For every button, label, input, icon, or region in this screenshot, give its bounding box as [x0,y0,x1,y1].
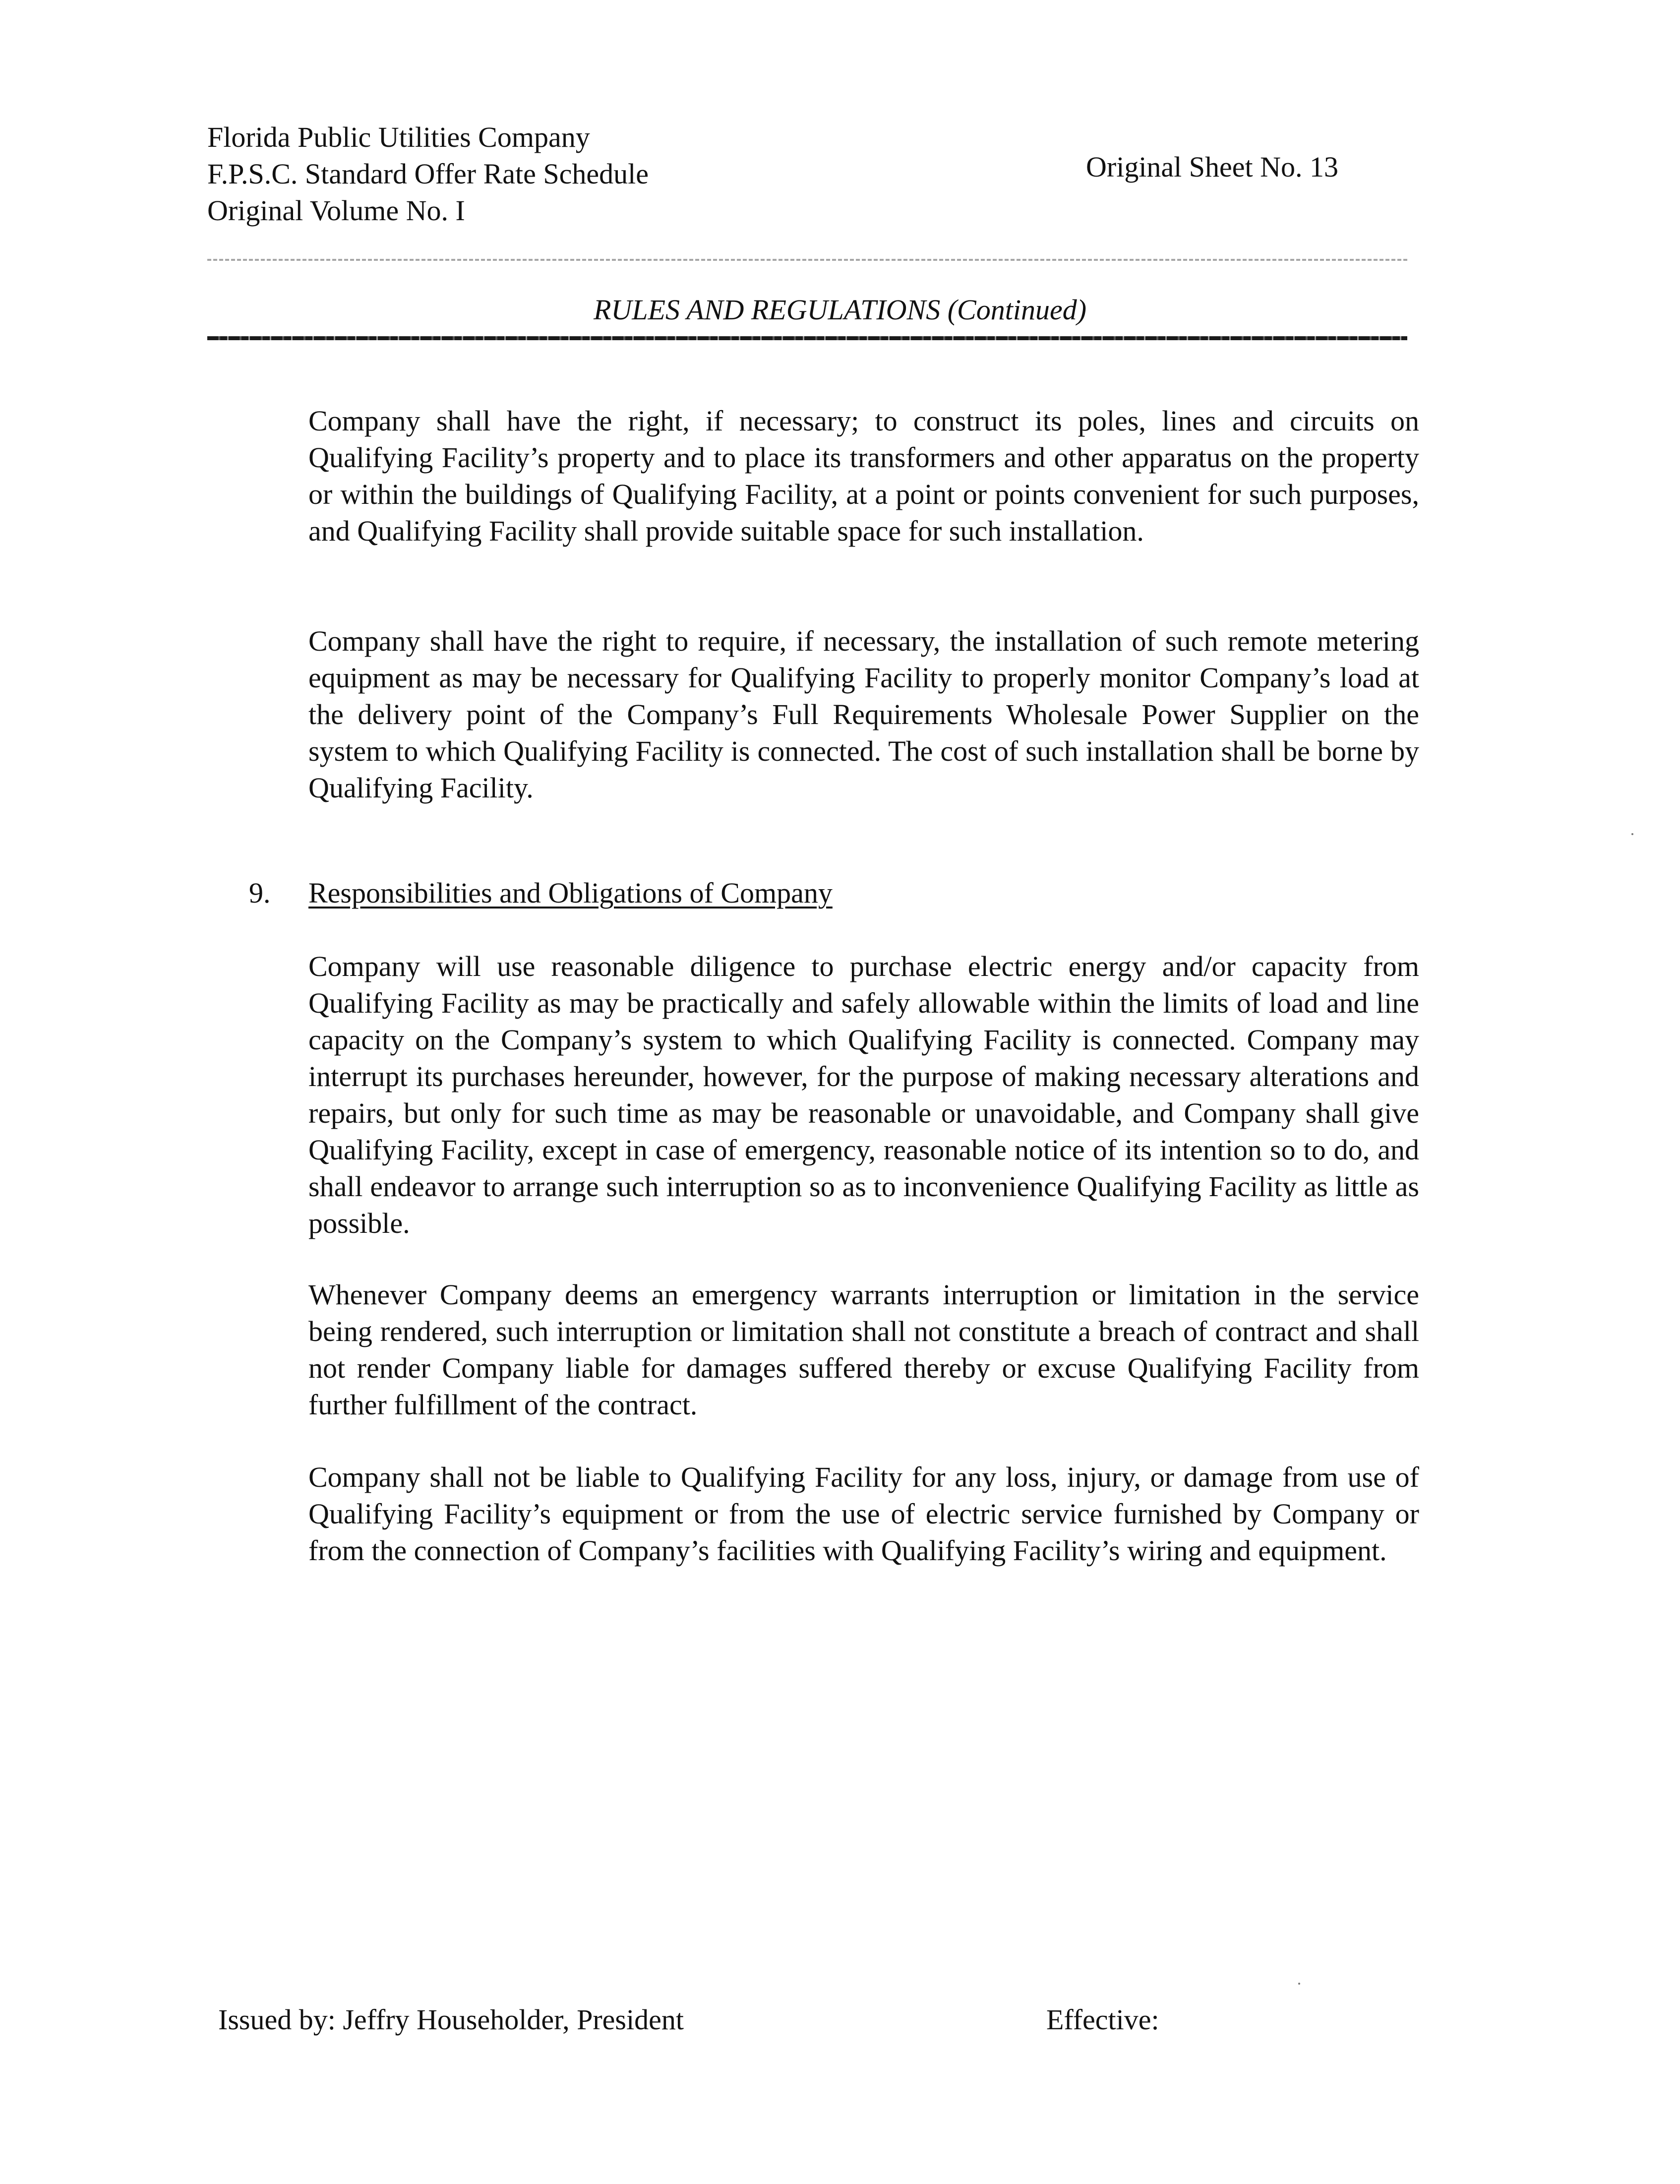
paragraph-poles-lines: Company shall have the right, if necessary; to construct its poles, lines and circuits on Qualifying Facility’s property and to place its transformers and other apparatus on the property or within the buildings of Qualifying Facility, at a point or points convenient for such purposes, and Qualifying Facility shall provide suitable space for such installation. [308,405,1419,547]
section-number: 9. [249,877,271,909]
volume-label: Original Volume No. I [207,194,465,227]
issued-by: Issued by: Jeffry Householder, President [218,2003,684,2036]
scan-speck [1631,833,1633,835]
paragraph-remote-metering: Company shall have the right to require, if necessary, the installation of such remote metering equipment as may be necessary for Qualifying Facility to properly monitor Company’s load at the delivery point of the Company’s Full Requirements Wholesale Power Supplier on the system to which Qualifying Facility is connected. The cost of such installation shall be borne by Qualifying Facility. [308,625,1419,804]
company-name: Florida Public Utilities Company [207,121,590,153]
header-divider-top [207,259,1407,261]
section-heading: Responsibilities and Obligations of Company [308,877,833,909]
sheet-number: Original Sheet No. 13 [1086,151,1339,183]
header-company-block [207,119,1050,229]
rate-schedule-name: F.P.S.C. Standard Offer Rate Schedule [207,158,649,190]
header-divider-bottom [207,336,1407,340]
paragraph-liability: Company shall not be liable to Qualifying Facility for any loss, injury, or damage from use of Qualifying Facility’s equipment or from the use of electric service furnished by Company or from the connection of Company’s facilities with Qualifying Facility’s wiring and equipment. [308,1461,1419,1567]
paragraph-reasonable-diligence: Company will use reasonable diligence to purchase electric energy and/or capacity from Qualifying Facility as may be practically and safely allowable within the limits of load and line capacity on the Company’s system to which Qualifying Facility is connected. Company may interrupt its purchases hereunder, however, for the purpose of making necessary alterations and repairs, but only for such time as may be reasonable or unavoidable, and Company shall give Qualifying Facility, except in case of emergency, reasonable notice of its intention so to do, and shall endeavor to arrange such interruption so as to inconvenience Qualifying Facility as little as possible. [308,950,1419,1239]
section-title-text: RULES AND REGULATIONS (Continued) [593,294,1087,326]
paragraph-emergency-interruption: Whenever Company deems an emergency warrants interruption or limitation in the service being rendered, such interruption or limitation shall not constitute a breach of contract and shall not render Company liable for damages suffered thereby or excuse Qualifying Facility from further fulfillment of the contract. [308,1278,1419,1421]
section-title [0,293,1680,327]
scan-speck [1298,1983,1300,1985]
effective-label: Effective: [1046,2003,1159,2036]
